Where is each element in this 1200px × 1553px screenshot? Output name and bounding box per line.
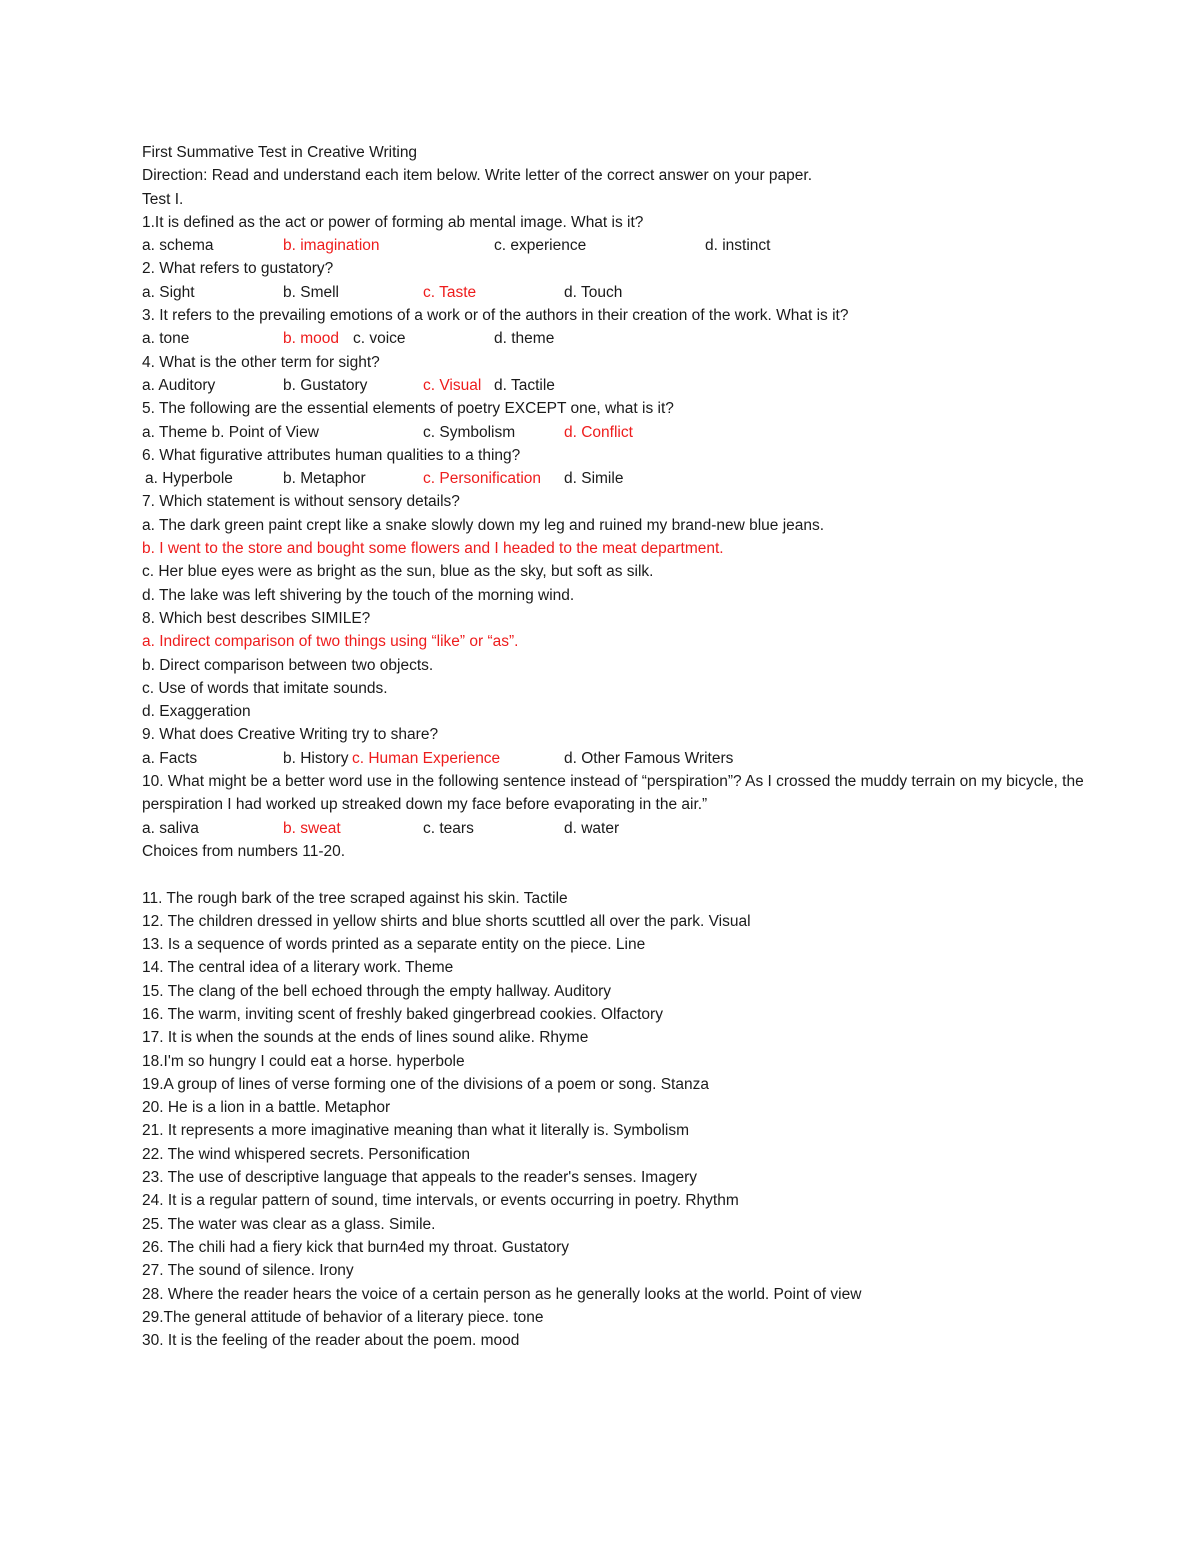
test-body: [142, 141, 1142, 1352]
choice-9a: a. Facts: [142, 749, 198, 767]
list-item: 12. The children dressed in yellow shirts and blue shorts scuttled all over the park. Visual: [142, 912, 751, 930]
identification-list: [142, 887, 1142, 1353]
choice-3a: a. tone: [142, 330, 190, 348]
choice-4a: a. Auditory: [142, 376, 216, 394]
choices-2: [142, 281, 1142, 304]
choice-4b: b. Gustatory: [283, 376, 368, 394]
choice-7a: a. The dark green paint crept like a snake slowly down my leg and ruined my brand-new blue jeans.: [142, 516, 825, 534]
question-9: 9. What does Creative Writing try to share?: [142, 726, 439, 744]
choice-8c: c. Use of words that imitate sounds.: [142, 679, 388, 697]
list-item: 23. The use of descriptive language that appeals to the reader's senses. Imagery: [142, 1169, 697, 1187]
choices-note: Choices from numbers 11-20.: [142, 842, 346, 860]
list-item: 24. It is a regular pattern of sound, time intervals, or events occurring in poetry. Rhythm: [142, 1192, 739, 1210]
choice-8b: b. Direct comparison between two objects.: [142, 656, 434, 674]
question-1: 1.It is defined as the act or power of forming ab mental image. What is it?: [142, 213, 644, 231]
choice-2b: b. Smell: [283, 283, 339, 301]
choice-4c-answer: c. Visual: [423, 376, 482, 394]
choice-6a: a. Hyperbole: [145, 470, 233, 488]
list-item: 19.A group of lines of verse forming one of the divisions of a poem or song. Stanza: [142, 1075, 709, 1093]
question-7: 7. Which statement is without sensory details?: [142, 493, 460, 511]
choice-9b: b. History: [283, 749, 349, 767]
choice-5ab: a. Theme b. Point of View: [142, 423, 319, 441]
question-2: 2. What refers to gustatory?: [142, 260, 334, 278]
question-5: 5. The following are the essential elements of poetry EXCEPT one, what is it?: [142, 400, 674, 418]
choice-2d: d. Touch: [564, 283, 623, 301]
choice-2a: a. Sight: [142, 283, 195, 301]
choice-1b-answer: b. imagination: [283, 237, 380, 255]
list-item: 26. The chili had a fiery kick that burn4ed my throat. Gustatory: [142, 1238, 570, 1256]
list-item: 14. The central idea of a literary work. Theme: [142, 959, 454, 977]
list-item: 15. The clang of the bell echoed through the empty hallway. Auditory: [142, 982, 612, 1000]
choice-8a-answer: a. Indirect comparison of two things using “like” or “as”.: [142, 633, 519, 651]
list-item: 25. The water was clear as a glass. Simile.: [142, 1215, 436, 1233]
choice-7b-answer: b. I went to the store and bought some flowers and I headed to the meat department.: [142, 540, 724, 558]
list-item: 29.The general attitude of behavior of a literary piece. tone: [142, 1308, 544, 1326]
choice-6c-answer: c. Personification: [423, 470, 542, 488]
choice-8d: d. Exaggeration: [142, 703, 251, 721]
choice-10d: d. water: [564, 819, 620, 837]
choice-1c: c. experience: [494, 237, 587, 255]
list-item: 21. It represents a more imaginative meaning than what it literally is. Symbolism: [142, 1122, 690, 1140]
spacer: [142, 863, 1142, 886]
choice-6b: b. Metaphor: [283, 470, 366, 488]
direction: Direction: Read and understand each item below. Write letter of the correct answer on your paper.: [142, 167, 813, 185]
choices-10: [142, 817, 1142, 840]
list-item: 17. It is when the sounds at the ends of lines sound alike. Rhyme: [142, 1029, 589, 1047]
choice-7d: d. The lake was left shivering by the touch of the morning wind.: [142, 586, 575, 604]
choice-3c: c. voice: [353, 330, 406, 348]
choice-9d: d. Other Famous Writers: [564, 749, 734, 767]
question-10: 10. What might be a better word use in the following sentence instead of “perspiration”? As I crossed the muddy terrain on my bicycle, the perspiration I had worked up streaked down my face before evaporating in the air.”: [142, 773, 1084, 814]
choice-10c: c. tears: [423, 819, 474, 837]
choices-6: [142, 467, 1142, 490]
choice-5d-answer: d. Conflict: [564, 423, 633, 441]
question-8: 8. Which best describes SIMILE?: [142, 609, 371, 627]
choice-9c-answer: c. Human Experience: [352, 749, 501, 767]
list-item: 28. Where the reader hears the voice of a certain person as he generally looks at the world. Point of view: [142, 1285, 862, 1303]
list-item: 22. The wind whispered secrets. Personification: [142, 1145, 470, 1163]
list-item: 27. The sound of silence. Irony: [142, 1262, 354, 1280]
choices-1: [142, 234, 1142, 257]
question-6: 6. What figurative attributes human qualities to a thing?: [142, 446, 521, 464]
choice-10a: a. saliva: [142, 819, 199, 837]
choice-7c: c. Her blue eyes were as bright as the sun, blue as the sky, but soft as silk.: [142, 563, 654, 581]
test-label: Test I.: [142, 190, 184, 208]
doc-title: First Summative Test in Creative Writing: [142, 144, 418, 161]
list-item: 13. Is a sequence of words printed as a separate entity on the piece. Line: [142, 936, 646, 954]
choice-4d: d. Tactile: [494, 376, 555, 394]
choice-1a: a. schema: [142, 237, 214, 255]
choice-10b-answer: b. sweat: [283, 819, 341, 837]
choice-1d: d. instinct: [705, 237, 771, 255]
choices-9: [142, 747, 1142, 770]
list-item: 18.I'm so hungry I could eat a horse. hyperbole: [142, 1052, 465, 1070]
choice-3d: d. theme: [494, 330, 555, 348]
list-item: 16. The warm, inviting scent of freshly baked gingerbread cookies. Olfactory: [142, 1005, 663, 1023]
list-item: 20. He is a lion in a battle. Metaphor: [142, 1099, 391, 1117]
question-3: 3. It refers to the prevailing emotions of a work or of the authors in their creation of the work. What is it?: [142, 307, 849, 325]
choice-3b-answer: b. mood: [283, 330, 340, 348]
list-item: 30. It is the feeling of the reader about the poem. mood: [142, 1332, 520, 1350]
question-4: 4. What is the other term for sight?: [142, 353, 380, 371]
choice-6d: d. Simile: [564, 470, 624, 488]
choice-5c: c. Symbolism: [423, 423, 516, 441]
choices-3: [142, 327, 1142, 350]
list-item: 11. The rough bark of the tree scraped against his skin. Tactile: [142, 889, 568, 907]
choices-5: [142, 421, 1142, 444]
choice-2c-answer: c. Taste: [423, 283, 477, 301]
choices-4: [142, 374, 1142, 397]
